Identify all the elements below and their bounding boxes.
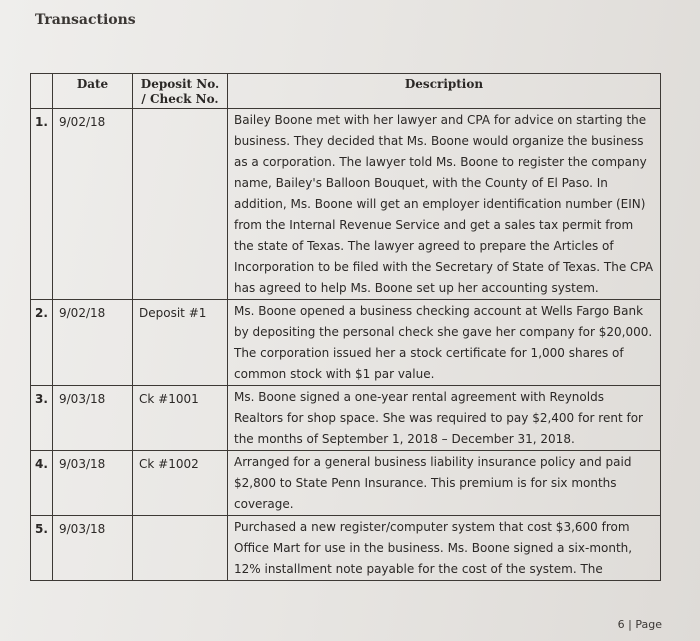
row-description: Purchased a new register/computer system that cost $3,600 from Office Mart for use in the business. Ms. Boone signed a six-month, 12% installment note payable for the cost of the system. The bbox=[228, 516, 661, 581]
row-date: 9/02/18 bbox=[53, 300, 133, 386]
row-description: Bailey Boone met with her lawyer and CPA for advice on starting the business. They decided that Ms. Boone would organize the business as a corporation. The lawyer told Ms. Boone to register the company name, Bailey's Balloon Bouquet, with the County of El Paso. In addition, Ms. Boone will get an employer identification number (EIN) from the Internal Revenue Service and get a sales tax permit from the state of Texas. The lawyer agreed to prepare the Articles of Incorporation to be filed with the Secretary of State of Texas. The CPA has agreed to help Ms. Boone set up her accounting system. bbox=[228, 109, 661, 300]
table-row bbox=[31, 300, 661, 386]
header-date-label: Date bbox=[76, 77, 109, 91]
row-ref: Ck #1002 bbox=[133, 451, 228, 516]
header-ref-line2: / Check No. bbox=[141, 92, 219, 106]
row-number: 1. bbox=[31, 109, 53, 300]
row-description: Ms. Boone opened a business checking account at Wells Fargo Bank by depositing the personal check she gave her company for $20,000. The corporation issued her a stock certificate for 1,000 shares of common stock with $1 par value. bbox=[228, 300, 661, 386]
header-ref-line1: Deposit No. bbox=[140, 77, 220, 91]
table-row bbox=[31, 109, 661, 300]
section-title: Transactions bbox=[35, 12, 136, 28]
row-description: Ms. Boone signed a one-year rental agreement with Reynolds Realtors for shop space. She was required to pay $2,400 for rent for the months of September 1, 2018 – December 31, 2018. bbox=[228, 386, 661, 451]
header-ref bbox=[133, 74, 228, 109]
row-ref: Deposit #1 bbox=[133, 300, 228, 386]
row-date: 9/03/18 bbox=[53, 386, 133, 451]
row-ref bbox=[133, 516, 228, 581]
table-row bbox=[31, 516, 661, 581]
row-description: Arranged for a general business liability insurance policy and paid $2,800 to State Penn Insurance. This premium is for six months coverage. bbox=[228, 451, 661, 516]
header-number bbox=[31, 74, 53, 109]
row-date: 9/03/18 bbox=[53, 451, 133, 516]
header-date bbox=[53, 74, 133, 109]
row-date: 9/03/18 bbox=[53, 516, 133, 581]
row-date: 9/02/18 bbox=[53, 109, 133, 300]
row-number: 5. bbox=[31, 516, 53, 581]
row-number: 4. bbox=[31, 451, 53, 516]
row-number: 3. bbox=[31, 386, 53, 451]
table-row bbox=[31, 451, 661, 516]
table-row bbox=[31, 386, 661, 451]
header-description: Description bbox=[228, 74, 661, 109]
page-number: 6 | Page bbox=[617, 618, 662, 631]
table-header-row bbox=[31, 74, 661, 109]
row-ref bbox=[133, 109, 228, 300]
transactions-table bbox=[30, 73, 661, 581]
row-number: 2. bbox=[31, 300, 53, 386]
row-ref: Ck #1001 bbox=[133, 386, 228, 451]
